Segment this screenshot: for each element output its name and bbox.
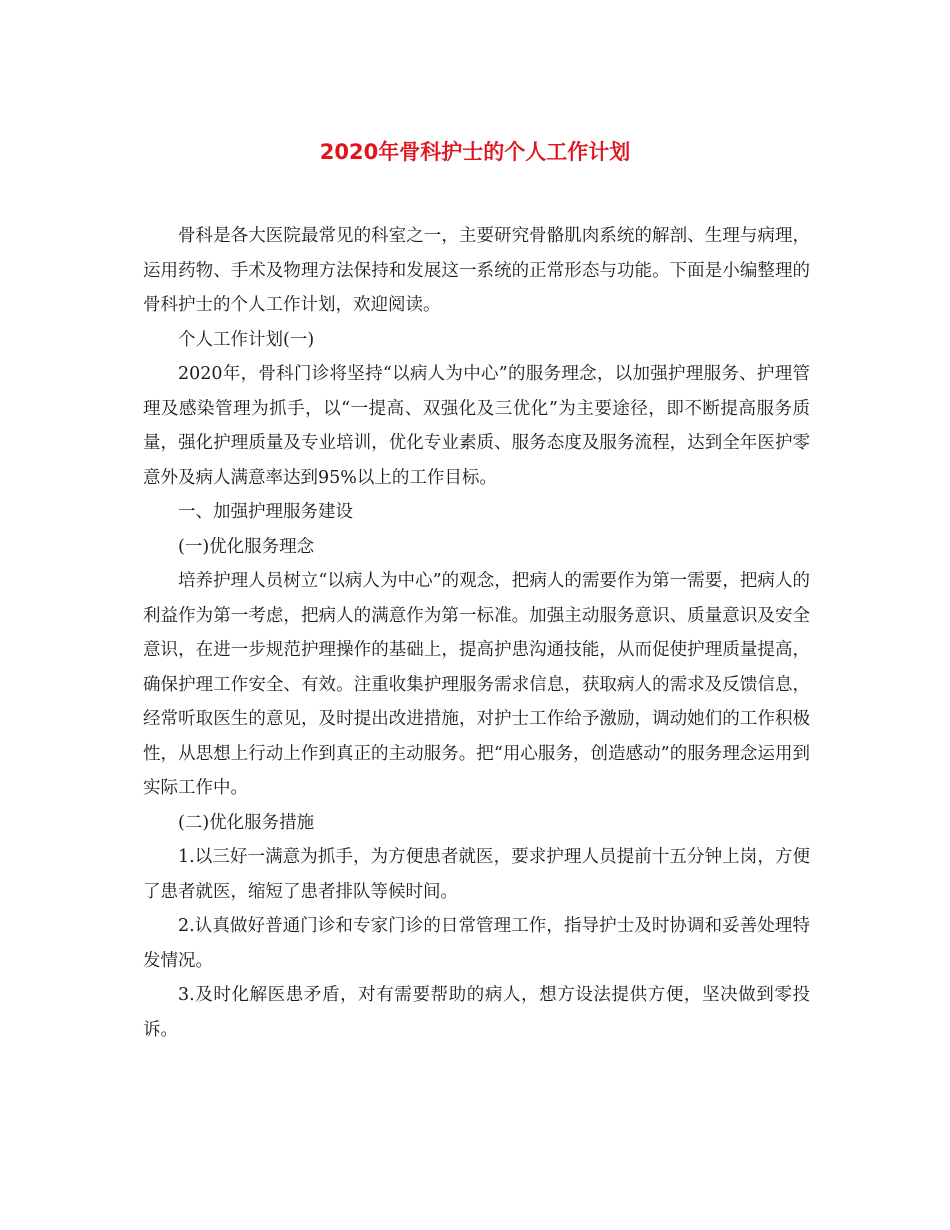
- measure-item-2: 2.认真做好普通门诊和专家门诊的日常管理工作，指导护士及时协调和妥善处理特发情况。: [143, 916, 810, 971]
- document-title: 2020年骨科护士的个人工作计划: [319, 140, 631, 164]
- subsection-heading-service-concept: (一)优化服务理念: [178, 536, 315, 557]
- section-heading-plan-one: 个人工作计划(一): [178, 329, 315, 350]
- document-body: [143, 219, 810, 1047]
- service-concept-paragraph: 培养护理人员树立“以病人为中心”的观念，把病人的需要作为第一需要，把病人的利益作为第一考虑，把病人的满意作为第一标准。加强主动服务意识、质量意识及安全意识，在进一步规范护理操作的基础上，提高护患沟通技能，从而促使护理质量提高，确保护理工作安全、有效。注重收集护理服务需求信息，获取病人的需求及反馈信息，经常听取医生的意见，及时提出改进措施，对护士工作给予激励，调动她们的工作积极性，从思想上行动上作到真正的主动服务。把“用心服务，创造感动”的服务理念运用到实际工作中。: [143, 571, 810, 798]
- subsection-heading-service-measures: (二)优化服务措施: [178, 812, 315, 833]
- intro-paragraph: 骨科是各大医院最常见的科室之一，主要研究骨骼肌肉系统的解剖、生理与病理，运用药物、手术及物理方法保持和发展这一系统的正常形态与功能。下面是小编整理的骨科护士的个人工作计划，欢迎阅读。: [143, 226, 810, 315]
- measure-item-3: 3.及时化解医患矛盾，对有需要帮助的病人，想方设法提供方便，坚决做到零投诉。: [143, 985, 810, 1040]
- section-heading-service-building: 一、加强护理服务建设: [178, 502, 353, 522]
- measure-item-1: 1.以三好一满意为抓手，为方便患者就医，要求护理人员提前十五分钟上岗，方便了患者就医，缩短了患者排队等候时间。: [143, 847, 810, 902]
- plan-overview-paragraph: 2020年，骨科门诊将坚持“以病人为中心”的服务理念，以加强护理服务、护理管理及感染管理为抓手，以“一提高、双强化及三优化”为主要途径，即不断提高服务质量，强化护理质量及专业培训，优化专业素质、服务态度及服务流程，达到全年医护零意外及病人满意率达到95%以上的工作目标。: [143, 364, 810, 488]
